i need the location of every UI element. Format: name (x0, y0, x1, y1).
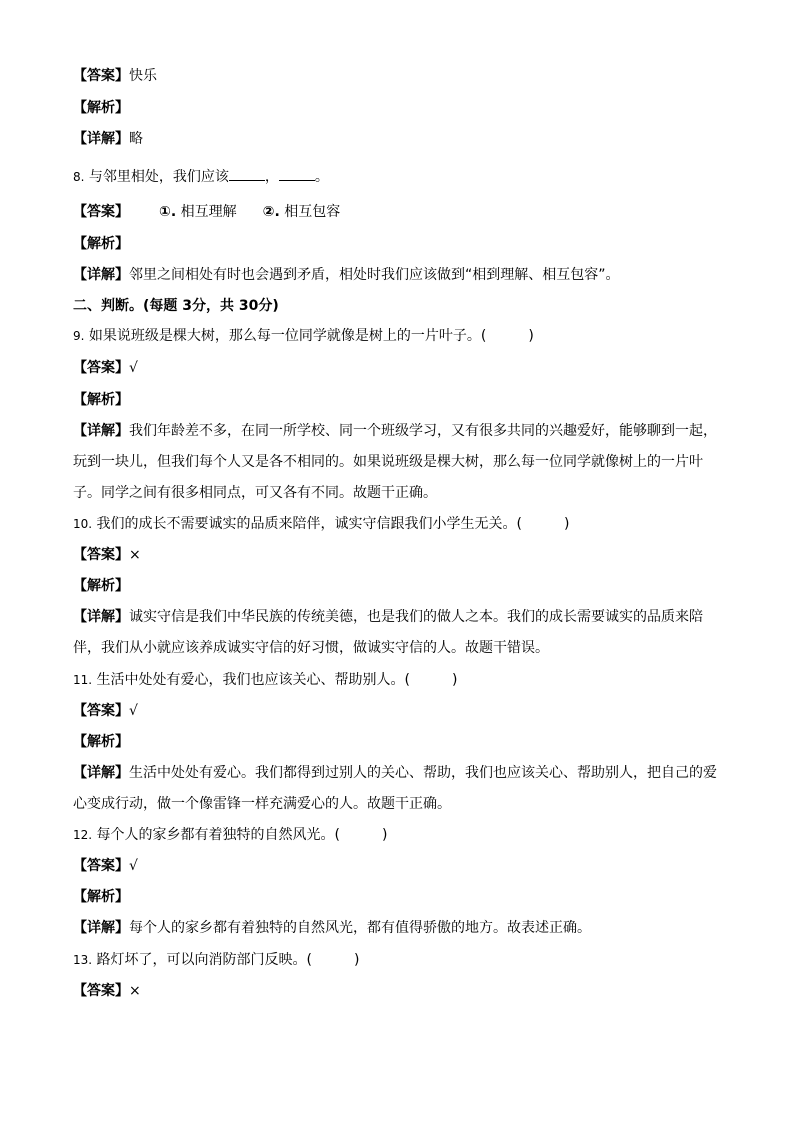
detail-text-2: 心变成行动，做一个像雷锋一样充满爱心的人。故题干正确。 (73, 796, 451, 812)
detail-line (73, 638, 723, 658)
analysis-line (73, 576, 723, 596)
detail-line (73, 452, 723, 472)
detail-line (73, 265, 723, 285)
detail-text-3: 子。同学之间有很多相同点，可又各有不同。故题干正确。 (73, 485, 437, 501)
answer-line (73, 981, 723, 1001)
question-number: 13. (73, 953, 93, 967)
answer-tag: 【答案】 (73, 858, 129, 874)
detail-tag: 【详解】 (73, 920, 129, 936)
question-number: 8. (73, 170, 85, 184)
blank-2 (279, 166, 315, 181)
answer-line (73, 66, 723, 86)
detail-line (73, 918, 723, 938)
question-text: 每个人的家乡都有着独特的自然风光。( (96, 827, 341, 843)
answer-text: √ (129, 360, 138, 376)
question-number: 10. (73, 517, 93, 531)
question-10 (73, 514, 723, 534)
question-end: 。 (314, 169, 329, 185)
question-12 (73, 825, 723, 845)
detail-tag: 【详解】 (73, 765, 129, 781)
detail-text: 邻里之间相处有时也会遇到矛盾，相处时我们应该做到“相到理解、相互包容”。 (129, 267, 620, 283)
answer-text: √ (129, 858, 138, 874)
answer-text: × (129, 983, 141, 999)
detail-line (73, 794, 723, 814)
detail-tag: 【详解】 (73, 609, 129, 625)
question-11 (73, 670, 723, 690)
analysis-line (73, 732, 723, 752)
paren-close: ) (564, 516, 570, 532)
analysis-tag: 【解析】 (73, 889, 129, 905)
detail-text-1: 我们年龄差不多，在同一所学校、同一个班级学习，又有很多共同的兴趣爱好，能够聊到一起， (129, 423, 717, 439)
answer-text: × (129, 547, 141, 563)
answer-text: 快乐 (129, 68, 157, 84)
detail-line (73, 129, 723, 149)
paren-close: ) (354, 952, 360, 968)
answer-text: √ (129, 703, 138, 719)
paren-close: ) (382, 827, 388, 843)
detail-text-2: 伴，我们从小就应该养成诚实守信的好习惯，做诚实守信的人。故题干错误。 (73, 640, 549, 656)
detail-tag: 【详解】 (73, 267, 129, 283)
blank-1 (229, 166, 265, 181)
analysis-line (73, 98, 723, 118)
question-13 (73, 950, 723, 970)
answer-tag: 【答案】 (73, 204, 129, 220)
detail-text-1: 生活中处处有爱心。我们都得到过别人的关心、帮助，我们也应该关心、帮助别人，把自己的爱 (129, 765, 717, 781)
paren-close: ) (452, 672, 458, 688)
answer-tag: 【答案】 (73, 547, 129, 563)
circle-mark-1: ①. (159, 204, 177, 220)
question-number: 9. (73, 329, 85, 343)
analysis-tag: 【解析】 (73, 578, 129, 594)
section-heading: 二、判断。(每题 3分，共 30分) (73, 298, 279, 314)
paren-close: ) (528, 328, 534, 344)
answer-tag: 【答案】 (73, 983, 129, 999)
question-number: 11. (73, 673, 93, 687)
question-text: 生活中处处有爱心，我们也应该关心、帮助别人。( (96, 672, 411, 688)
question-text: 与邻里相处，我们应该 (88, 169, 229, 185)
analysis-tag: 【解析】 (73, 100, 129, 116)
answer-2: 相互包容 (284, 204, 341, 220)
detail-line (73, 421, 723, 441)
detail-text-2: 玩到一块儿，但我们每个人又是各不相同的。如果说班级是棵大树，那么每一位同学就像树上的一片叶 (73, 454, 703, 470)
question-text: 如果说班级是棵大树，那么每一位同学就像是树上的一片叶子。( (88, 328, 487, 344)
detail-tag: 【详解】 (73, 423, 129, 439)
analysis-line (73, 390, 723, 410)
question-text: 路灯坏了，可以向消防部门反映。( (96, 952, 313, 968)
analysis-tag: 【解析】 (73, 392, 129, 408)
answer-line (73, 545, 723, 565)
answer-line (73, 701, 723, 721)
question-8 (73, 166, 723, 187)
answer-line (73, 358, 723, 378)
analysis-tag: 【解析】 (73, 734, 129, 750)
detail-line (73, 483, 723, 503)
separator: ， (264, 169, 279, 185)
detail-tag: 【详解】 (73, 131, 129, 147)
detail-line (73, 763, 723, 783)
analysis-tag: 【解析】 (73, 236, 129, 252)
analysis-line (73, 887, 723, 907)
detail-line (73, 607, 723, 627)
answer-tag: 【答案】 (73, 360, 129, 376)
detail-text: 每个人的家乡都有着独特的自然风光，都有值得骄傲的地方。故表述正确。 (129, 920, 591, 936)
answer-tag: 【答案】 (73, 703, 129, 719)
circle-mark-2: ②. (262, 204, 280, 220)
answer-1: 相互理解 (180, 204, 237, 220)
answer-line (73, 202, 723, 222)
answer-tag: 【答案】 (73, 68, 129, 84)
question-text: 我们的成长不需要诚实的品质来陪伴，诚实守信跟我们小学生无关。( (96, 516, 523, 532)
question-9 (73, 326, 723, 346)
detail-text: 略 (129, 131, 143, 147)
answer-line (73, 856, 723, 876)
analysis-line (73, 234, 723, 254)
question-number: 12. (73, 828, 93, 842)
detail-text-1: 诚实守信是我们中华民族的传统美德，也是我们的做人之本。我们的成长需要诚实的品质来陪 (129, 609, 703, 625)
